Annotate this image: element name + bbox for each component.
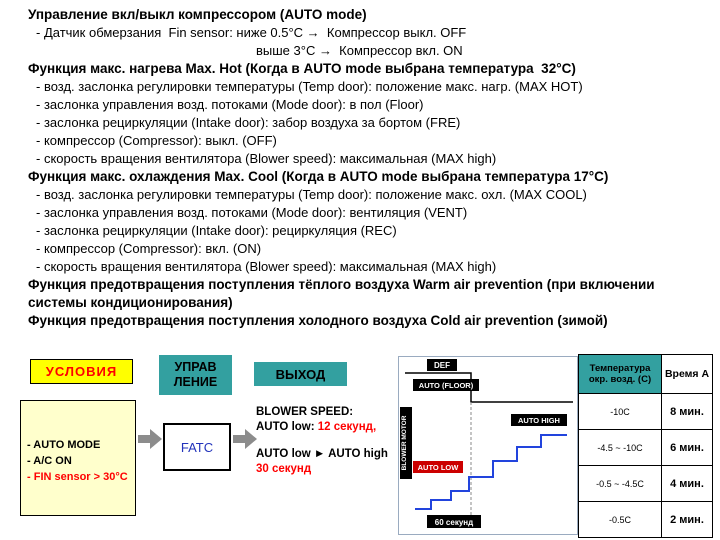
section2-bullet: - компрессор (Compressor): выкл. (OFF) [36,133,277,148]
section5-title: Функция предотвращения поступления холодного воздуха Cold air prevention (зимой) [28,313,608,328]
section2-bullet: - скорость вращения вентилятора (Blower speed): максимальная (MAX high) [36,151,497,166]
chart-canvas [399,357,577,534]
control-header-line1: УПРАВ [174,360,217,374]
control-header-line2: ЛЕНИЕ [173,375,218,389]
condition-item-ac-on: - A/C ON [27,455,72,467]
time-a-table [578,354,713,538]
section1-bullet: - Датчик обмерзания Fin sensor: ниже 0.5°C → Компрессор выкл. OFF [36,25,467,40]
control-header [159,355,232,395]
table-row [579,466,713,502]
section3-bullet: - скорость вращения вентилятора (Blower speed): максимальная (MAX high) [36,259,497,274]
table-row [579,502,713,538]
section3-bullet: - возд. заслонка регулировки температуры (Temp door): положение макс. охл. (MAX COOL) [36,187,587,202]
blower-speed-title: BLOWER SPEED: [256,406,354,418]
blower-motor-label: BLOWER MOTOR [401,415,408,471]
fatc-box: FATC [163,423,231,471]
table-row [579,394,713,430]
conditions-header: УСЛОВИЯ [30,359,133,384]
section2-title: Функция макс. нагрева Max. Hot (Когда в AUTO mode выбрана температура 32°C) [28,61,576,76]
auto-floor-label: AUTO (FLOOR) [418,381,474,390]
temp-cell: -0.5 ~ -4.5C [579,466,662,502]
auto-low-prefix: AUTO low: [256,421,318,433]
section2-bullet: - заслонка управления возд. потоками (Mode door): в пол (Floor) [36,97,424,112]
auto-low-label: AUTO LOW [417,463,459,472]
section1-title: Управление вкл/выкл компрессором (AUTO mode) [28,7,367,22]
blower-ramp-chart [398,356,578,535]
time-column-header: Время А [662,355,713,394]
auto-high-label: AUTO HIGH [518,416,560,425]
table-row [579,430,713,466]
section3-title: Функция макс. охлаждения Max. Cool (Когда в AUTO mode выбрана температура 17°C) [28,169,609,184]
condition-item-auto-mode: - AUTO MODE [27,439,101,451]
sixty-seconds-label: 60 секунд [434,518,474,527]
temp-cell: -10C [579,394,662,430]
def-label: DEF [434,361,450,370]
temp-cell: -4.5 ~ -10C [579,430,662,466]
time-cell: 8 мин. [662,394,713,430]
section1-bullet: выше 3°C → Компрессор вкл. ON [256,43,463,58]
temp-column-header: Температура окр. возд. (С) [579,355,662,394]
auto-transition-label: AUTO low ► AUTO high [256,448,388,460]
conditions-box [20,400,136,516]
section3-bullet: - заслонка рециркуляции (Intake door): рециркуляция (REC) [36,223,397,238]
auto-transition-time: 30 секунд [256,463,312,475]
time-cell: 2 мин. [662,502,713,538]
right-arrow-icon [233,429,257,449]
output-header: ВЫХОД [254,362,347,386]
time-cell: 4 мин. [662,466,713,502]
section3-bullet: - компрессор (Compressor): вкл. (ON) [36,241,262,256]
section4-title: Функция предотвращения поступления тёплого воздуха Warm air prevention (при включении системы кондиционирования) [28,277,659,310]
section2-bullet: - возд. заслонка регулировки температуры (Temp door): положение макс. нагр. (MAX HOT) [36,79,583,94]
condition-item-fin-sensor: - FIN sensor > 30°C [27,471,128,483]
fatc-diagram [0,353,720,540]
right-arrow-icon [138,429,162,449]
table-header-row [579,355,713,394]
blower-speed-text [256,405,411,477]
blower-auto-low-line [256,420,411,435]
time-cell: 6 мин. [662,430,713,466]
temp-cell: -0.5C [579,502,662,538]
auto-low-time: 12 секунд, [317,421,377,433]
section3-bullet: - заслонка управления возд. потоками (Mode door): вентиляция (VENT) [36,205,468,220]
section2-bullet: - заслонка рециркуляции (Intake door): забор воздуха за бортом (FRE) [36,115,461,130]
